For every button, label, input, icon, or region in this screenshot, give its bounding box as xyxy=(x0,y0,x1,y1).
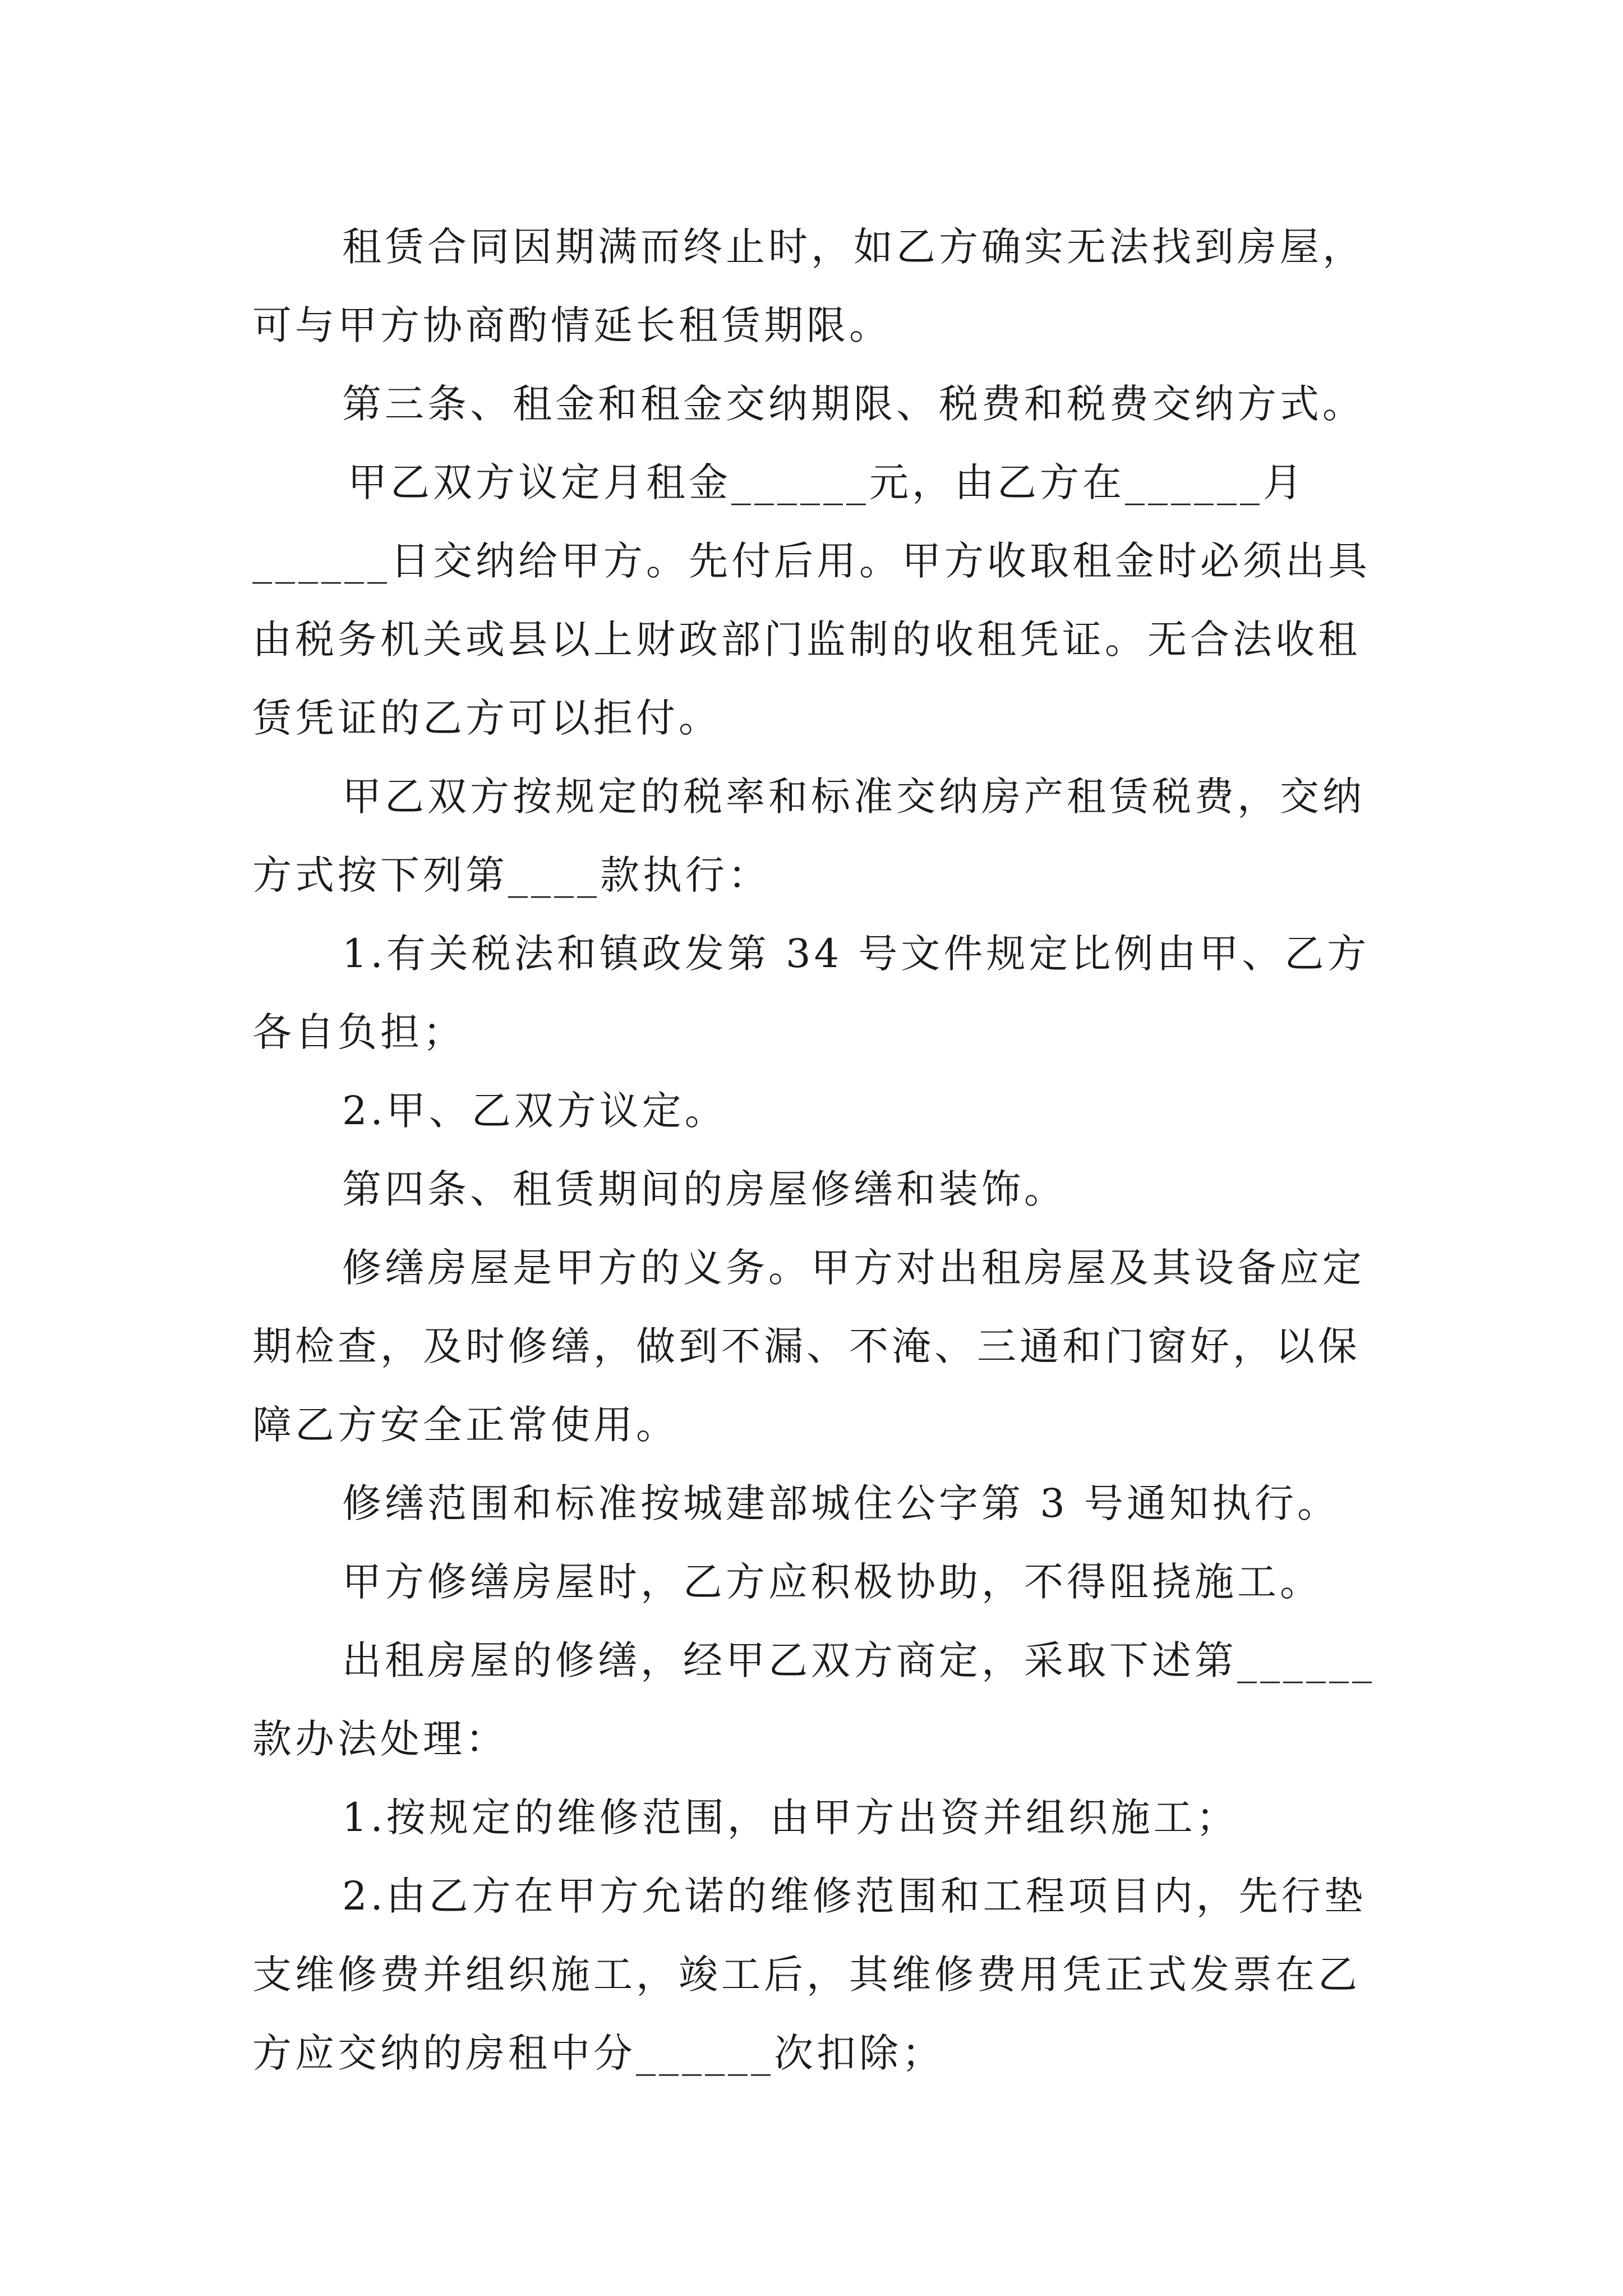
list-item: 2.甲、乙双方议定。 xyxy=(342,1088,727,1134)
text-line: 由税务机关或县以上财政部门监制的收租凭证。无合法收租 xyxy=(252,616,1361,662)
text-line: 修缮范围和标准按城建部城住公字第 3 号通知执行。 xyxy=(342,1480,1340,1526)
text-line: 可与甲方协商酌情延长租赁期限。 xyxy=(252,302,892,348)
text-line: 出租房屋的修缮，经甲乙双方商定，采取下述第______ xyxy=(342,1637,1375,1683)
text-line: 甲乙双方按规定的税率和标准交纳房产租赁税费，交纳 xyxy=(342,774,1365,820)
text-line: 期检查，及时修缮，做到不漏、不淹、三通和门窗好，以保 xyxy=(252,1323,1361,1369)
text-line: 甲乙双方议定月租金______元，由乙方在______月 xyxy=(348,459,1306,505)
text-line: 款办法处理： xyxy=(252,1716,508,1762)
list-item: 1.有关税法和镇政发第 34 号文件规定比例由甲、乙方 xyxy=(342,931,1370,977)
text-line: ______日交纳给甲方。先付后用。甲方收取租金时必须出具 xyxy=(252,538,1371,584)
article-heading: 第四条、租赁期间的房屋修缮和装饰。 xyxy=(342,1166,1067,1212)
text-line: 赁凭证的乙方可以拒付。 xyxy=(252,695,721,741)
text-line: 方应交纳的房租中分______次扣除； xyxy=(252,2030,944,2076)
list-item: 1.按规定的维修范围，由甲方出资并组织施工； xyxy=(342,1795,1239,1841)
text-line: 甲方修缮房屋时，乙方应积极协助，不得阻挠施工。 xyxy=(342,1559,1322,1605)
list-item: 2.由乙方在甲方允诺的维修范围和工程项目内，先行垫 xyxy=(342,1873,1367,1919)
text-line: 修缮房屋是甲方的义务。甲方对出租房屋及其设备应定 xyxy=(342,1245,1365,1291)
article-heading: 第三条、租金和租金交纳期限、税费和税费交纳方式。 xyxy=(342,381,1365,427)
text-line: 支维修费并组织施工，竣工后，其维修费用凭正式发票在乙 xyxy=(252,1952,1361,1998)
text-line: 方式按下列第____款执行： xyxy=(252,852,771,898)
text-line: 租赁合同因期满而终止时，如乙方确实无法找到房屋， xyxy=(342,224,1365,270)
text-line: 障乙方安全正常使用。 xyxy=(252,1402,679,1448)
text-line: 各自负担； xyxy=(252,1009,465,1055)
